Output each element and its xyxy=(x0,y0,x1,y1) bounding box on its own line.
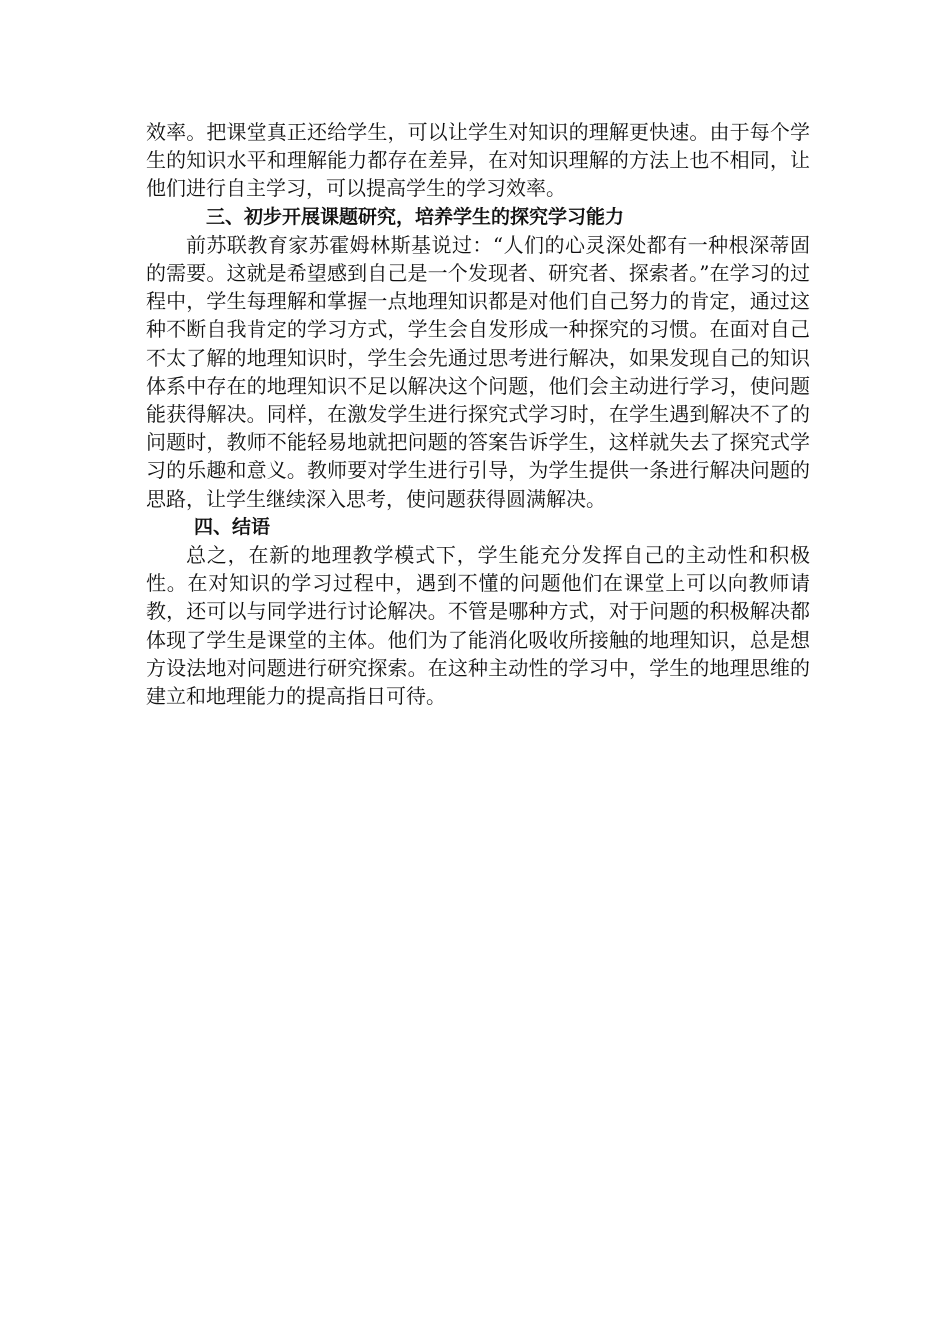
document-page xyxy=(146,118,810,710)
section-4-heading: 四、结语 xyxy=(194,515,271,538)
section-3-paragraph: 前苏联教育家苏霍姆林斯基说过：“人们的心灵深处都有一种根深蒂固的需要。这就是希望感到自己是一个发现者、研究者、探索者。”在学习的过程中，学生每理解和掌握一点地理知识都是对他们自己努力的肯定，通过这种不断自我肯定的学习方式，学生会自发形成一种探究的习惯。在面对自己不太了解的地理知识时，学生会先通过思考进行解决，如果发现自己的知识体系中存在的地理知识不足以解决这个问题，他们会主动进行学习，使问题能获得解决。同样，在激发学生进行探究式学习时，在学生遇到解决不了的问题时，教师不能轻易地就把问题的答案告诉学生，这样就失去了探究式学习的乐趣和意义。教师要对学生进行引导，为学生提供一条进行解决问题的思路，让学生继续深入思考，使问题获得圆满解决。 xyxy=(146,232,810,511)
section-4-paragraph: 总之，在新的地理教学模式下，学生能充分发挥自己的主动性和积极性。在对知识的学习过程中，遇到不懂的问题他们在课堂上可以向教师请教，还可以与同学进行讨论解决。不管是哪种方式，对于问题的积极解决都体现了学生是课堂的主体。他们为了能消化吸收所接触的地理知识，总是想方设法地对问题进行研究探索。在这种主动性的学习中，学生的地理思维的建立和地理能力的提高指日可待。 xyxy=(146,543,810,709)
section-3-heading: 三、初步开展课题研究，培养学生的探究学习能力 xyxy=(206,205,625,228)
paragraph-continued: 效率。把课堂真正还给学生，可以让学生对知识的理解更快速。由于每个学生的知识水平和理解能力都存在差异，在对知识理解的方法上也不相同，让他们进行自主学习，可以提高学生的学习效率。 xyxy=(146,120,810,201)
